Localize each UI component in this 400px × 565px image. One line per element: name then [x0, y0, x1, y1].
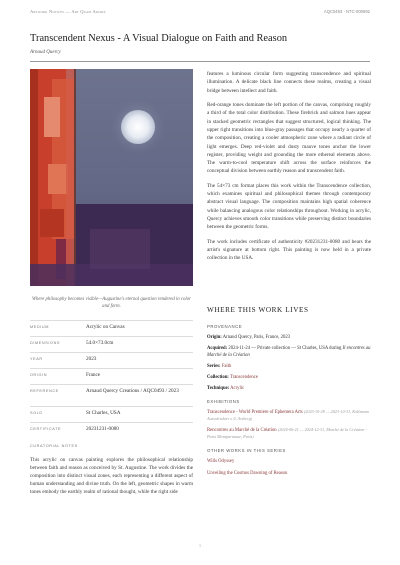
acquired-label: Acquired: [207, 346, 228, 352]
detail-row-dimensions [30, 336, 193, 352]
painting-image [30, 69, 193, 286]
artist-name: Arnaud Quercy [30, 50, 61, 55]
detail-row-medium [30, 320, 193, 336]
curatorial-heading: CURATORIAL NOTES [30, 444, 78, 448]
page-number: 1 [198, 543, 202, 548]
series-link[interactable]: Faith [221, 364, 232, 370]
acquired-event: Il encontres au Marché de la Création [207, 346, 371, 359]
page-header [30, 9, 370, 19]
provenance-series [207, 363, 371, 370]
origin-label: Origin: [207, 335, 222, 340]
header-left-text: Artwork Notices — Art Quam Aroma [30, 9, 106, 14]
detail-label: SOLD [30, 411, 43, 415]
detail-value: Arnaud Quercy Creations / AQC0493 / 2023 [86, 388, 179, 394]
collection-label: Collection: [207, 375, 229, 381]
exhibition-meta: (2024-06-21 — 2024-12-31, Marché de la Création - Paris Montparnasse, Paris) [207, 427, 367, 440]
description-paragraph: The 54×73 cm format places this work within the Transcendence collection, which examines spiritual and philosophical themes through contemporary abstract visual language. The composition maintains high spatial coherence while balancing analogous color relationships throughout. Working in acrylic, Quercy achieves smooth color transitions while preserving distinct boundaries between the geometric forms. [207, 182, 371, 231]
exhibition-meta: (2023-10-29 — 2023-10-31, Kollmann Auswärtsbier s /L Arsberg) [207, 409, 369, 422]
detail-row-certificate [30, 422, 193, 438]
detail-label: REFERENCE [30, 389, 59, 393]
technique-label: Technique: [207, 386, 230, 392]
exhibition-item [207, 409, 371, 423]
collection-link[interactable]: Transcendence [229, 375, 258, 381]
detail-value: St Charles, USA [86, 410, 121, 416]
provenance-collection [207, 374, 371, 381]
other-work-link[interactable]: Wills Odyssey [207, 459, 235, 465]
detail-value: 54.0×73.0cm [86, 340, 114, 346]
detail-label: YEAR [30, 357, 43, 361]
title-divider [30, 61, 370, 62]
detail-value: France [86, 372, 101, 378]
details-table [30, 320, 193, 438]
exhibitions-heading: EXHIBITIONS [207, 399, 240, 405]
technique-link[interactable]: Acrylic [230, 386, 245, 392]
painting-caption: Where philosophy becomes visible—Augustine's eternal question rendered in color and form. [31, 297, 192, 310]
detail-value: 2023 [86, 356, 97, 362]
provenance-heading: PROVENANCE [207, 324, 243, 329]
provenance-origin [207, 334, 371, 341]
page-title: Transcendent Nexus - A Visual Dialogue on Faith and Reason [30, 33, 288, 44]
description-paragraph: Red-orange tones dominate the left portion of the canvas, comprising roughly a third of the total color distribution. These firebrick and salmon hues appear in stacked geometric rectangles that suggest structured, logical thinking. The upper right transitions into blue-gray passages that occupy nearly a quarter of the composition, creating a cooler atmospheric zone where a radiant circle of light emerges. Deep red-violet and dusty mauve tones anchor the lower register, providing weight and grounding the more ethereal elements above. The warm-to-cool temperature shift across the surface reinforces the conceptual division between earthly reason and transcendent faith. [207, 101, 371, 175]
detail-row-origin [30, 368, 193, 384]
description-column [207, 70, 371, 269]
acquired-value: 2024-11-24 — Private collection — St Charles, USA during [228, 346, 342, 352]
detail-row-year [30, 352, 193, 368]
other-works-heading: OTHER WORKS IN THIS SERIES [207, 448, 286, 454]
lives-heading: WHERE THIS WORK LIVES [207, 306, 309, 314]
detail-row-sold [30, 406, 193, 422]
description-paragraph: features a luminous circular form suggesting transcendence and spiritual illumination. A delicate black line connects these realms, creating a visual bridge between intellect and faith. [207, 71, 371, 94]
where-this-work-lives [207, 306, 371, 481]
series-label: Series: [207, 364, 221, 370]
header-reference: AQC0493 · NTC-000692 [323, 9, 370, 14]
exhibition-item [207, 427, 371, 441]
detail-label: CERTIFICATE [30, 427, 62, 431]
detail-value: 20231231-0080 [86, 426, 119, 432]
description-paragraph: The work includes certificate of authenticity #20231231-0080 and bears the artist's signature at bottom right. This painting is now held in a private collection in the USA. [207, 238, 371, 262]
detail-row-reference [30, 384, 193, 406]
detail-label: ORIGIN [30, 373, 48, 377]
detail-label: MEDIUM [30, 325, 49, 329]
exhibition-title-link[interactable]: Rencontres au Marché de la Création [207, 428, 277, 434]
curatorial-text: This acrylic on canvas painting explores the philosophical relationship between faith and reason as conceived by St. Augustine. The work divides the composition into distinct visual zones, each representing a different aspect of human understanding and divine truth. On the left, geometric shapes in warm tones embody the earthly realm of rational thought, while the right side [30, 457, 193, 496]
detail-value: Acrylic on Canvas [86, 324, 125, 330]
other-work-link[interactable]: Unveiling the Cosmos Dawning of Reason [207, 470, 288, 476]
detail-label: DIMENSIONS [30, 341, 61, 345]
exhibition-title-link[interactable]: Transcendence - World Premiere of Ephemera Arts [207, 410, 303, 416]
provenance-technique [207, 385, 371, 392]
provenance-acquired [207, 345, 371, 359]
origin-value: Arnaud Quercy, Paris, France, 2023 [222, 335, 291, 340]
